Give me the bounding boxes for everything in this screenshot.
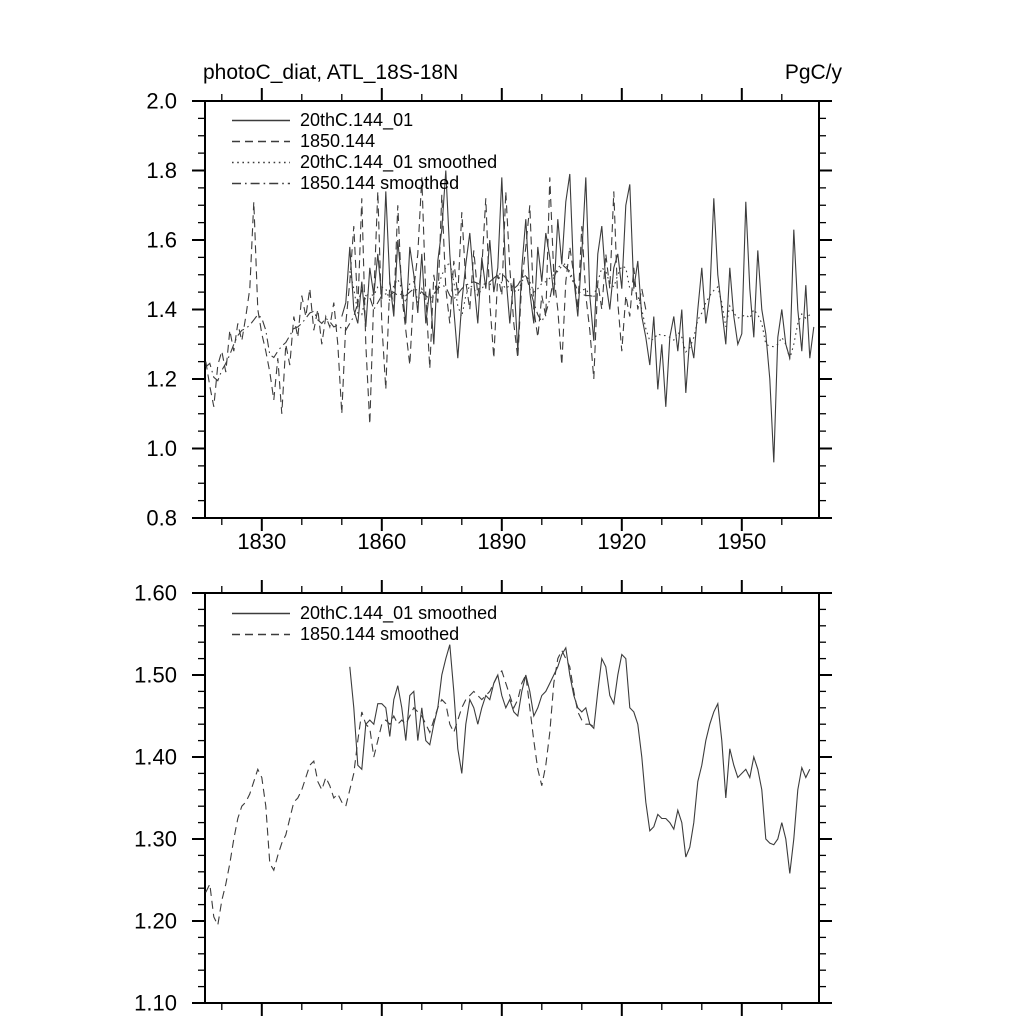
legend-line-solid-icon — [232, 603, 290, 624]
unit-label: PgC/y — [784, 61, 842, 84]
legend-line-dashed-icon — [232, 131, 290, 152]
legend-top-chart — [232, 110, 497, 194]
legend-label: 1850.144 — [300, 131, 376, 151]
legend-line-dashed-icon — [232, 624, 290, 645]
chart-title: photoC_diat, ATL_18S-18N — [203, 61, 459, 84]
legend-item — [232, 173, 497, 194]
y-tick-label: 1.4 — [146, 297, 177, 323]
legend-item — [232, 110, 497, 131]
legend-line-dashdot-icon — [232, 173, 290, 194]
legend-line-solid-icon — [232, 110, 290, 131]
y-tick-label: 1.20 — [134, 908, 177, 934]
y-tick-label: 1.50 — [134, 662, 177, 688]
legend-label: 20thC.144_01 smoothed — [300, 152, 498, 172]
x-tick-label: 1860 — [357, 529, 407, 554]
legend-item — [232, 624, 497, 645]
series-smooth_1850 — [206, 650, 594, 925]
series-raw_1850 — [206, 177, 646, 424]
legend-item — [232, 131, 497, 152]
y-tick-label: 1.60 — [134, 580, 177, 606]
legend-label: 20thC.144_01 smoothed — [300, 603, 498, 623]
series-smooth_20thc — [350, 645, 810, 874]
y-tick-label: 1.6 — [146, 227, 177, 253]
legend-item — [232, 603, 497, 624]
x-tick-label: 1920 — [597, 529, 647, 554]
y-tick-label: 0.8 — [146, 505, 177, 531]
legend-bottom-chart — [232, 603, 497, 645]
legend-label: 1850.144 smoothed — [300, 173, 460, 193]
y-tick-label: 1.0 — [146, 436, 177, 462]
x-tick-label: 1830 — [237, 529, 287, 554]
x-tick-label: 1890 — [477, 529, 527, 554]
y-tick-label: 2.0 — [146, 88, 177, 114]
y-tick-label: 1.30 — [134, 826, 177, 852]
y-tick-label: 1.40 — [134, 744, 177, 770]
y-tick-label: 1.10 — [134, 990, 177, 1016]
legend-label: 20thC.144_01 — [300, 110, 414, 130]
y-tick-label: 1.8 — [146, 158, 177, 184]
y-tick-label: 1.2 — [146, 366, 177, 392]
legend-item — [232, 152, 497, 173]
x-tick-label: 1950 — [717, 529, 767, 554]
legend-line-dotted-icon — [232, 152, 290, 173]
legend-label: 1850.144 smoothed — [300, 624, 460, 644]
